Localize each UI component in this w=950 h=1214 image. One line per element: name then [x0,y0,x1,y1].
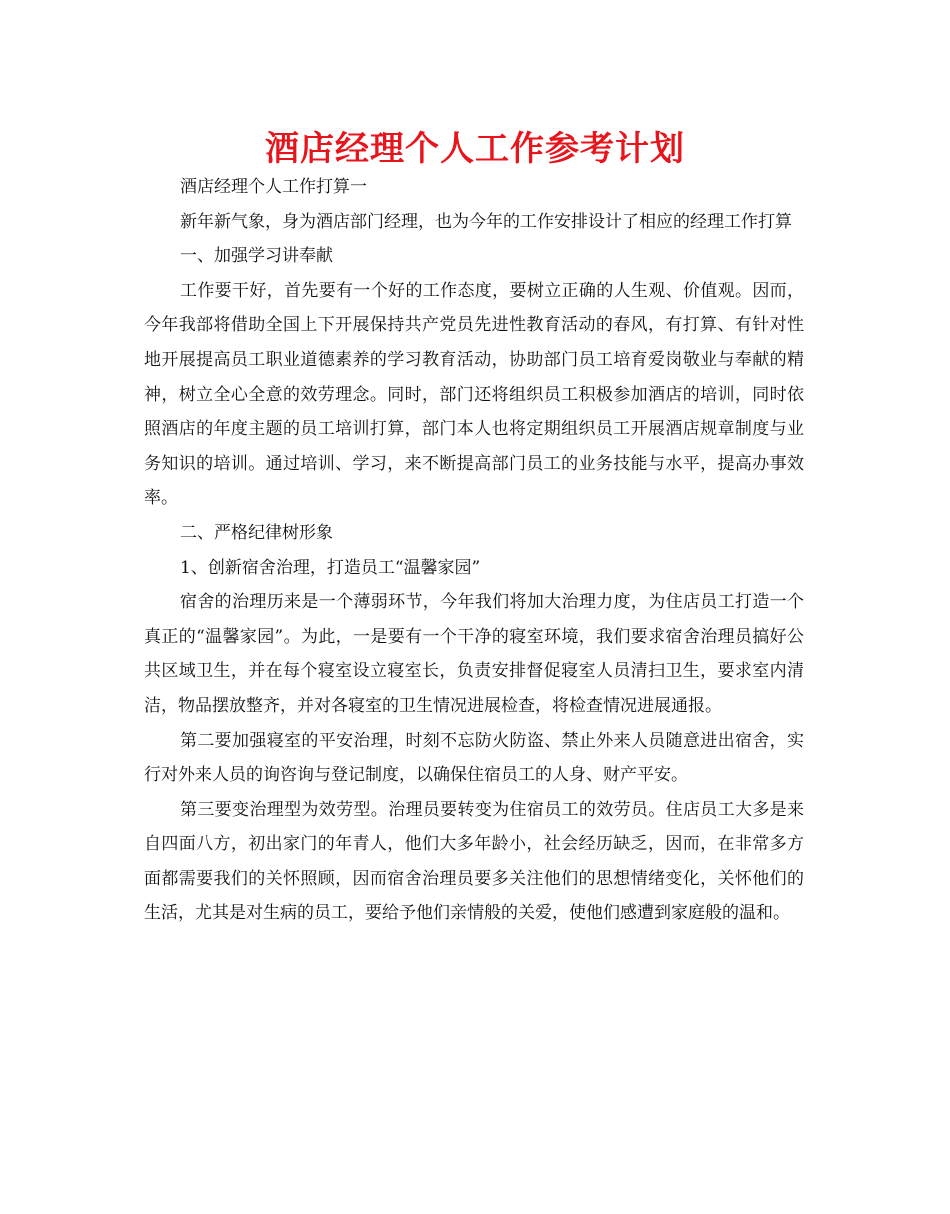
paragraph-heading-2: 二、严格纪律树形象 [180,522,333,543]
paragraph-safety: 第二要加强寝室的平安治理，时刻不忘防火防盗、禁止外来人员随意进出宿舍，实行对外来人员的询咨询与登记制度，以确保住宿员工的人身、财产平安。 [144,730,804,786]
paragraph-intro: 新年新气象，身为酒店部门经理，也为今年的工作安排设计了相应的经理工作打算 [180,211,792,232]
paragraph-study: 工作要干好，首先要有一个好的工作态度，要树立正确的人生观、价值观。因而，今年我部将借助全国上下开展保持共产党员先进性教育活动的春风，有打算、有针对性地开展提高员工职业道德素养的学习教育活动，协助部门员工培育爱岗敬业与奉献的精神，树立全心全意的效劳理念。同时，部门还将组织员工积极参加酒店的培训，同时依照酒店的年度主题的员工培训打算，部门本人也将定期组织员工开展酒店规章制度与业务知识的培训。通过培训、学习，来不断提高部门员工的业务技能与水平，提高办事效率。 [144,280,804,509]
document-body [144,170,804,931]
paragraph-dormitory: 宿舍的治理历来是一个薄弱环节，今年我们将加大治理力度，为住店员工打造一个真正的“温馨家园”。为此，一是要有一个干净的寝室环境，我们要求宿舍治理员搞好公共区域卫生，并在每个寝室设立寝室长，负责安排督促寝室人员清扫卫生，要求室内清洁，物品摆放整齐，并对各寝室的卫生情况进展检查，将检查情况进展通报。 [144,592,804,716]
paragraph-service: 第三要变治理型为效劳型。治理员要转变为住宿员工的效劳员。住店员工大多是来自四面八方，初出家门的年青人，他们大多年龄小，社会经历缺乏，因而，在非常多方面都需要我们的关怀照顾，因而宿舍治理员要多关注他们的思想情绪变化，关怀他们的生活，尤其是对生病的员工，要给予他们亲情般的关爱，使他们感遭到家庭般的温和。 [144,799,804,924]
document-title: 酒店经理个人工作参考计划 [265,129,685,169]
paragraph-section-heading: 酒店经理个人工作打算一 [180,177,367,197]
paragraph-subheading-1: 1、创新宿舍治理，打造员工“温馨家园” [180,557,481,578]
paragraph-heading-1: 一、加强学习讲奉献 [180,246,333,267]
